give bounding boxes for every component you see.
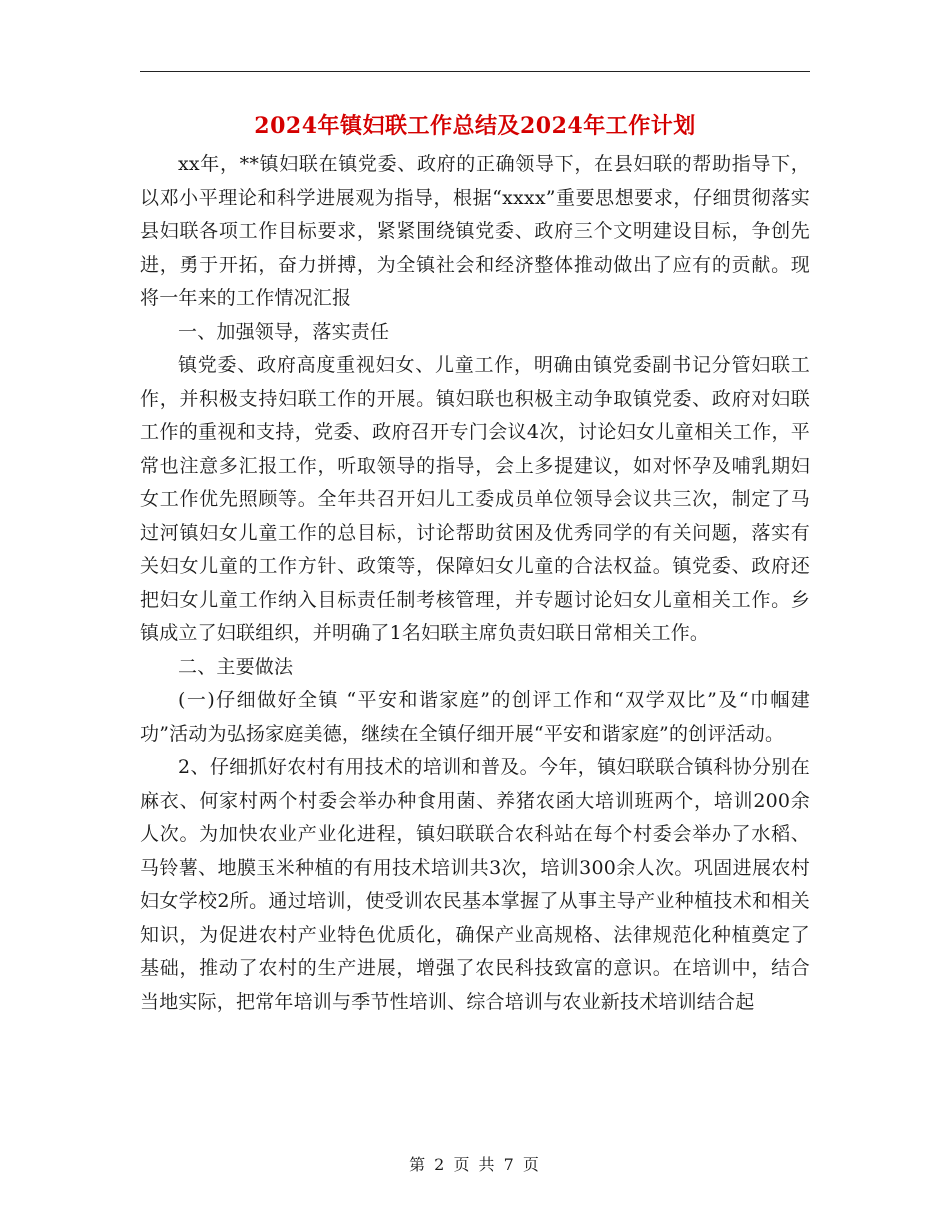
document-body xyxy=(140,148,810,1019)
section-2-item-1: (一)仔细做好全镇 “平安和谐家庭”的创评工作和“双学双比”及“巾帼建功”活动为弘扬家庭美德，继续在全镇仔细开展“平安和谐家庭”的创评活动。 xyxy=(140,689,810,745)
header-divider xyxy=(140,71,810,72)
section-heading-1: 一、加强领导，落实责任 xyxy=(178,320,390,343)
page-number-footer: 第 2 页 共 7 页 xyxy=(409,1155,541,1174)
section-heading-2: 二、主要做法 xyxy=(178,655,294,678)
document-title: 2024年镇妇联工作总结及2024年工作计划 xyxy=(254,113,696,139)
section-1-paragraph: 镇党委、政府高度重视妇女、儿童工作，明确由镇党委副书记分管妇联工作，并积极支持妇联工作的开展。镇妇联也积极主动争取镇党委、政府对妇联工作的重视和支持，党委、政府召开专门会议4次，讨论妇女儿童相关工作，平常也注意多汇报工作，听取领导的指导，会上多提建议，如对怀孕及哺乳期妇女工作优先照顾等。全年共召开妇儿工委成员单位领导会议共三次，制定了马过河镇妇女儿童工作的总目标，讨论帮助贫困及优秀同学的有关问题，落实有关妇女儿童的工作方针、政策等，保障妇女儿童的合法权益。镇党委、政府还把妇女儿童工作纳入目标责任制考核管理，并专题讨论妇女儿童相关工作。乡镇成立了妇联组织，并明确了1名妇联主席负责妇联日常相关工作。 xyxy=(140,354,810,644)
intro-paragraph: xx年，**镇妇联在镇党委、政府的正确领导下，在县妇联的帮助指导下，以邓小平理论和科学进展观为指导，根据“xxxx”重要思想要求，仔细贯彻落实县妇联各项工作目标要求，紧紧围绕镇党委、政府三个文明建设目标，争创先进，勇于开拓，奋力拼搏，为全镇社会和经济整体推动做出了应有的贡献。现将一年来的工作情况汇报 xyxy=(140,153,810,309)
section-2-item-2: 2、仔细抓好农村有用技术的培训和普及。今年，镇妇联联合镇科协分别在麻衣、何家村两个村委会举办种食用菌、养猪农函大培训班两个，培训200余人次。为加快农业产业化进程，镇妇联联合农科站在每个村委会举办了水稻、马铃薯、地膜玉米种植的有用技术培训共3次，培训300余人次。巩固进展农村妇女学校2所。通过培训，使受训农民基本掌握了从事主导产业种植技术和相关知识，为促进农村产业特色优质化，确保产业高规格、法律规范化种植奠定了基础，推动了农村的生产进展，增强了农民科技致富的意识。在培训中，结合当地实际，把常年培训与季节性培训、综合培训与农业新技术培训结合起 xyxy=(140,756,810,1013)
